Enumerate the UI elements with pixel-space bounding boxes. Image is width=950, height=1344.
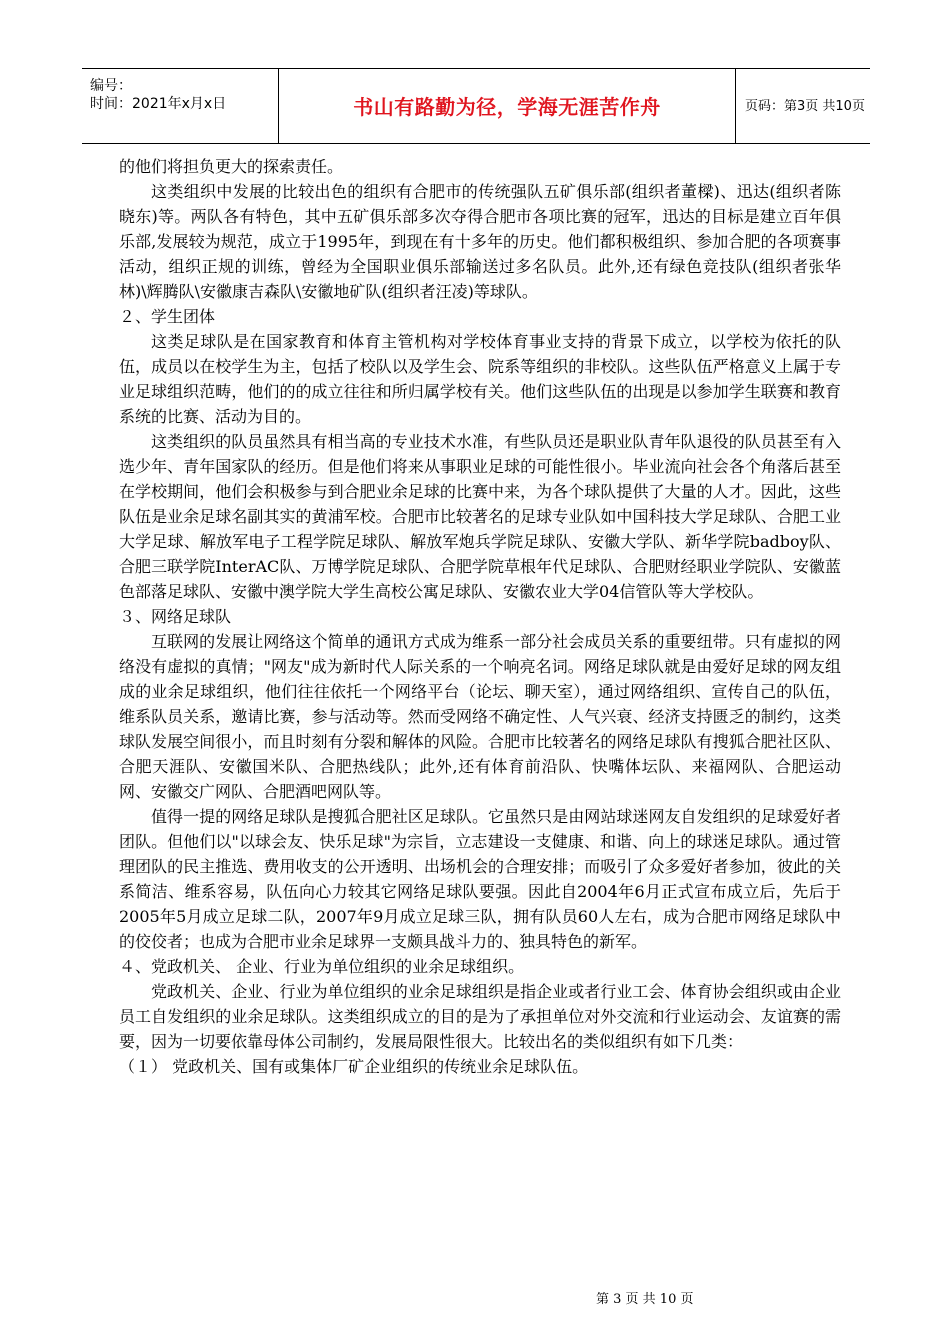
page-footer: 第 3 页 共 10 页 xyxy=(596,1292,694,1307)
header-page-number: 页码：第3页 共10页 xyxy=(745,99,865,114)
motto-text: 书山有路勤为径，学海无涯苦作舟 xyxy=(353,95,661,119)
header-motto-cell xyxy=(278,69,736,143)
page-header xyxy=(82,68,870,144)
header-page-cell xyxy=(735,69,870,143)
body-paragraph: 这类组织的队员虽然具有相当高的专业技术水准，有些队员还是职业队青年队退役的队员甚至有入选少年、青年国家队的经历。但是他们将来从事职业足球的可能性很小。毕业流向社会各个角落后甚至在学校期间，他们会积极参与到合肥业余足球的比赛中来，为各个球队提供了大量的人才。因此，这些队伍是业余足球名副其实的黄浦军校。合肥市比较著名的足球专业队如中国科技大学足球队、合肥工业大学足球、解放军电子工程学院足球队、解放军炮兵学院足球队、安徽大学队、新华学院badboy队、合肥三联学院InterAC队、万博学院足球队、合肥学院草根年代足球队、合肥财经职业学院队、安徽蓝色部落足球队、安徽中澳学院大学生高校公寓足球队、安徽农业大学04信管队等大学校队。 xyxy=(119,432,841,601)
body-paragraph: 互联网的发展让网络这个简单的通讯方式成为维系一部分社会成员关系的重要纽带。只有虚拟的网络没有虚拟的真情；"网友"成为新时代人际关系的一个响亮名词。网络足球队就是由爱好足球的网友组成的业余足球组织，他们往往依托一个网络平台（论坛、聊天室），通过网络组织、宣传自己的队伍，维系队员关系，邀请比赛，参与活动等。然而受网络不确定性、人气兴衰、经济支持匮乏的制约，这类球队发展空间很小，而且时刻有分裂和解体的风险。合肥市比较著名的网络足球队有搜狐合肥社区队、合肥天涯队、安徽国米队、合肥热线队；此外,还有体育前沿队、快嘴体坛队、来福网队、合肥运动网、安徽交广网队、合肥酒吧网队等。 xyxy=(119,632,841,801)
doc-number-label: 编号： xyxy=(90,78,132,94)
subsection-heading: （１） 党政机关、国有或集体厂矿企业组织的传统业余足球队伍。 xyxy=(119,1057,589,1076)
document-body xyxy=(119,154,841,1079)
body-paragraph: 党政机关、企业、行业为单位组织的业余足球组织是指企业或者行业工会、体育协会组织或由企业员工自发组织的业余足球队。这类组织成立的目的是为了承担单位对外交流和行业运动会、友谊赛的需要，因为一切要依靠母体公司制约，发展局限性很大。比较出名的类似组织有如下几类： xyxy=(119,982,841,1051)
section-heading: ３、网络足球队 xyxy=(119,607,232,626)
section-heading: ４、党政机关、 企业、行业为单位组织的业余足球组织。 xyxy=(119,957,525,976)
body-paragraph: 这类足球队是在国家教育和体育主管机构对学校体育事业支持的背景下成立，以学校为依托的队伍，成员以在校学生为主，包括了校队以及学生会、院系等组织的非校队。这些队伍严格意义上属于专业足球组织范畴，他们的的成立往往和所归属学校有关。他们这些队伍的出现是以参加学生联赛和教育系统的比赛、活动为目的。 xyxy=(119,332,841,426)
date-label: 时间：2021年x月x日 xyxy=(90,96,227,112)
section-heading: ２、学生团体 xyxy=(119,307,216,326)
header-info-cell xyxy=(82,69,278,143)
body-paragraph: 这类组织中发展的比较出色的组织有合肥市的传统强队五矿俱乐部(组织者董樑)、迅达(组织者陈晓东)等。两队各有特色，其中五矿俱乐部多次夺得合肥市各项比赛的冠军，迅达的目标是建立百年俱乐部,发展较为规范，成立于1995年，到现在有十多年的历史。他们都积极组织、参加合肥的各项赛事活动，组织正规的训练，曾经为全国职业俱乐部输送过多名队员。此外,还有绿色竞技队(组织者张华林)\辉腾队\安徽康吉森队\安徽地矿队(组织者汪凌)等球队。 xyxy=(119,182,841,301)
body-paragraph: 的他们将担负更大的探索责任。 xyxy=(119,157,344,176)
body-paragraph: 值得一提的网络足球队是搜狐合肥社区足球队。它虽然只是由网站球迷网友自发组织的足球爱好者团队。但他们以"以球会友、快乐足球"为宗旨，立志建设一支健康、和谐、向上的球迷足球队。通过管理团队的民主推选、费用收支的公开透明、出场机会的合理安排；而吸引了众多爱好者参加，彼此的关系简洁、维系容易，队伍向心力较其它网络足球队要强。因此自2004年6月正式宣布成立后，先后于2005年5月成立足球二队，2007年9月成立足球三队，拥有队员60人左右，成为合肥市网络足球队中的佼佼者；也成为合肥市业余足球界一支颇具战斗力的、独具特色的新军。 xyxy=(119,807,841,951)
